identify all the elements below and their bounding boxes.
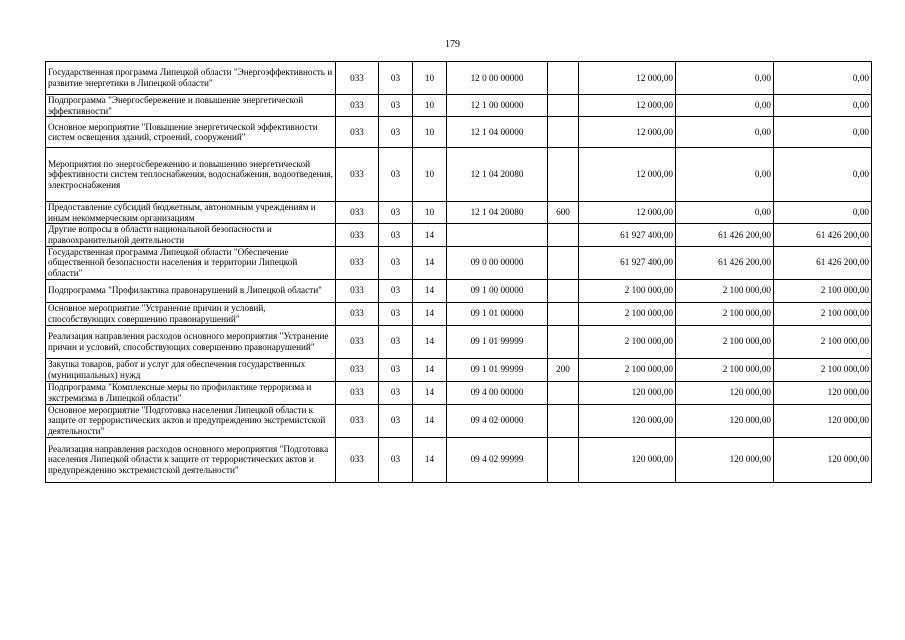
ministry-code: 033 [336,202,379,224]
subsection-code: 14 [413,381,447,404]
ministry-code: 033 [336,224,379,246]
ministry-code: 033 [336,117,379,148]
expense-type-code [548,325,579,358]
ministry-code: 033 [336,381,379,404]
ministry-code: 033 [336,404,379,437]
target-article-code: 12 1 04 00000 [447,117,548,148]
subsection-code: 14 [413,437,447,482]
ministry-code: 033 [336,325,379,358]
amount-2: 0,00 [676,148,774,202]
amount-2: 120 000,00 [676,381,774,404]
subsection-code: 14 [413,224,447,246]
ministry-code: 033 [336,246,379,279]
section-code: 03 [379,224,413,246]
section-code: 03 [379,302,413,325]
amount-1: 61 927 400,00 [579,224,676,246]
row-name: Подпрограмма "Профилактика правонарушений в Липецкой области" [46,279,336,302]
row-name: Основное мероприятие "Подготовка населения Липецкой области к защите от террористических актов и предупреждению экстремистской деятельности" [46,404,336,437]
row-name: Государственная программа Липецкой области "Энергоэффективность и развитие энергетики в Липецкой области" [46,62,336,95]
row-name: Подпрограмма "Комплексные меры по профилактике терроризма и экстремизма в Липецкой области" [46,381,336,404]
section-code: 03 [379,202,413,224]
row-name: Государственная программа Липецкой области "Обеспечение общественной безопасности населения и территории Липецкой области" [46,246,336,279]
row-name: Закупка товаров, работ и услуг для обеспечения государственных (муниципальных) нужд [46,358,336,381]
subsection-code: 14 [413,246,447,279]
amount-3: 61 426 200,00 [774,246,872,279]
expense-type-code [548,302,579,325]
section-code: 03 [379,437,413,482]
row-name: Основное мероприятие "Повышение энергетической эффективности систем освещения зданий, строений, сооружений" [46,117,336,148]
section-code: 03 [379,358,413,381]
amount-3: 120 000,00 [774,437,872,482]
subsection-code: 14 [413,404,447,437]
target-article-code: 09 4 02 00000 [447,404,548,437]
expense-type-code [548,117,579,148]
expense-type-code [548,279,579,302]
amount-3: 0,00 [774,148,872,202]
table-row [46,279,872,302]
amount-1: 12 000,00 [579,62,676,95]
row-name: Подпрограмма "Энергосбережение и повышение энергетической эффективности" [46,95,336,117]
expense-type-code: 200 [548,358,579,381]
expense-type-code [548,95,579,117]
target-article-code: 09 4 00 00000 [447,381,548,404]
amount-1: 61 927 400,00 [579,246,676,279]
ministry-code: 033 [336,279,379,302]
section-code: 03 [379,117,413,148]
expense-type-code [548,148,579,202]
target-article-code: 12 0 00 00000 [447,62,548,95]
amount-2: 0,00 [676,95,774,117]
amount-3: 2 100 000,00 [774,302,872,325]
target-article-code: 12 1 04 20080 [447,202,548,224]
table-row [46,117,872,148]
ministry-code: 033 [336,148,379,202]
amount-1: 120 000,00 [579,437,676,482]
table-row [46,148,872,202]
target-article-code: 09 4 02 99999 [447,437,548,482]
amount-3: 2 100 000,00 [774,279,872,302]
amount-1: 12 000,00 [579,95,676,117]
ministry-code: 033 [336,437,379,482]
target-article-code: 09 0 00 00000 [447,246,548,279]
ministry-code: 033 [336,62,379,95]
subsection-code: 14 [413,358,447,381]
amount-1: 120 000,00 [579,381,676,404]
amount-3: 0,00 [774,202,872,224]
amount-2: 0,00 [676,62,774,95]
subsection-code: 14 [413,325,447,358]
ministry-code: 033 [336,358,379,381]
amount-2: 0,00 [676,202,774,224]
section-code: 03 [379,381,413,404]
target-article-code [447,224,548,246]
target-article-code: 09 1 01 99999 [447,358,548,381]
amount-3: 0,00 [774,117,872,148]
amount-2: 120 000,00 [676,404,774,437]
row-name: Реализация направления расходов основного мероприятия "Устранение причин и условий, способствующих совершению правонарушений" [46,325,336,358]
subsection-code: 10 [413,202,447,224]
amount-2: 2 100 000,00 [676,279,774,302]
row-name: Мероприятия по энергосбережению и повышению энергетической эффективности систем теплоснабжения, водоснабжения, водоотведения, электроснабжения [46,148,336,202]
table-row [46,246,872,279]
amount-1: 2 100 000,00 [579,279,676,302]
table-row [46,404,872,437]
ministry-code: 033 [336,95,379,117]
row-name: Реализация направления расходов основного мероприятия "Подготовка населения Липецкой области к защите от террористических актов и предупреждению экстремистской деятельности" [46,437,336,482]
table-row [46,302,872,325]
amount-2: 0,00 [676,117,774,148]
amount-2: 2 100 000,00 [676,302,774,325]
budget-table [45,61,872,483]
target-article-code: 09 1 00 00000 [447,279,548,302]
target-article-code: 09 1 01 99999 [447,325,548,358]
subsection-code: 10 [413,95,447,117]
section-code: 03 [379,95,413,117]
table-row [46,62,872,95]
amount-3: 120 000,00 [774,381,872,404]
amount-3: 61 426 200,00 [774,224,872,246]
amount-3: 2 100 000,00 [774,325,872,358]
amount-1: 12 000,00 [579,202,676,224]
table-row [46,325,872,358]
amount-3: 0,00 [774,62,872,95]
expense-type-code [548,62,579,95]
amount-3: 120 000,00 [774,404,872,437]
ministry-code: 033 [336,302,379,325]
target-article-code: 12 1 00 00000 [447,95,548,117]
subsection-code: 14 [413,302,447,325]
subsection-code: 10 [413,62,447,95]
amount-3: 2 100 000,00 [774,358,872,381]
amount-1: 120 000,00 [579,404,676,437]
section-code: 03 [379,62,413,95]
amount-3: 0,00 [774,95,872,117]
amount-2: 61 426 200,00 [676,224,774,246]
expense-type-code [548,437,579,482]
expense-type-code [548,404,579,437]
amount-2: 2 100 000,00 [676,325,774,358]
table-row [46,358,872,381]
amount-1: 2 100 000,00 [579,358,676,381]
section-code: 03 [379,246,413,279]
row-name: Предоставление субсидий бюджетным, автономным учреждениям и иным некоммерческим организациям [46,202,336,224]
amount-2: 61 426 200,00 [676,246,774,279]
amount-1: 2 100 000,00 [579,325,676,358]
target-article-code: 09 1 01 00000 [447,302,548,325]
amount-1: 2 100 000,00 [579,302,676,325]
subsection-code: 14 [413,279,447,302]
page-number: 179 [445,39,460,50]
section-code: 03 [379,325,413,358]
amount-1: 12 000,00 [579,148,676,202]
table-row [46,95,872,117]
row-name: Основное мероприятие "Устранение причин и условий, способствующих совершению правонарушений" [46,302,336,325]
row-name: Другие вопросы в области национальной безопасности и правоохранительной деятельности [46,224,336,246]
amount-2: 120 000,00 [676,437,774,482]
section-code: 03 [379,148,413,202]
amount-2: 2 100 000,00 [676,358,774,381]
table-row [46,437,872,482]
section-code: 03 [379,404,413,437]
section-code: 03 [379,279,413,302]
expense-type-code [548,224,579,246]
table-row [46,202,872,224]
subsection-code: 10 [413,148,447,202]
table-row [46,224,872,246]
expense-type-code: 600 [548,202,579,224]
table-row [46,381,872,404]
subsection-code: 10 [413,117,447,148]
expense-type-code [548,246,579,279]
expense-type-code [548,381,579,404]
target-article-code: 12 1 04 20080 [447,148,548,202]
amount-1: 12 000,00 [579,117,676,148]
